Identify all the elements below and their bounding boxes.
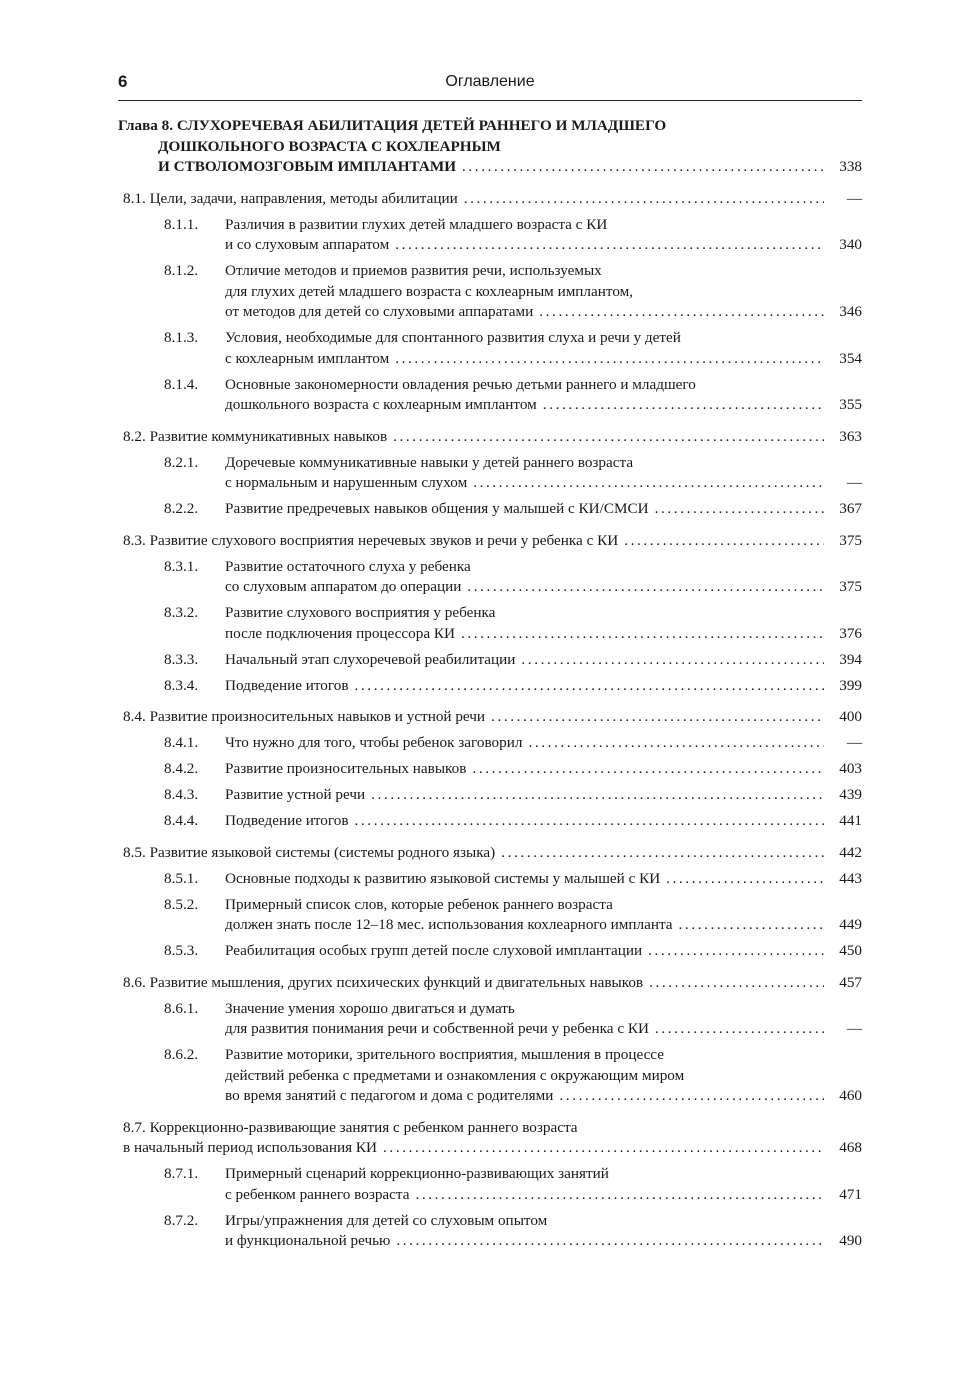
entry-title-line: Что нужно для того, чтобы ребенок заговорил xyxy=(225,734,523,751)
subsection-number: 8.3.4. xyxy=(164,676,199,694)
section-title-text: Развитие слухового восприятия неречевых звуков и речи у ребенка с КИ xyxy=(149,531,619,549)
entry-title-line: от методов для детей со слуховыми аппаратами xyxy=(225,303,534,320)
entry-title-line: Подведение итогов xyxy=(225,812,349,829)
entry-leader-row xyxy=(225,395,862,416)
page-ref[interactable]: — xyxy=(846,474,862,491)
toc-subsection[interactable] xyxy=(118,261,862,323)
page-ref[interactable]: 457 xyxy=(839,973,862,991)
entry-title-line: Развитие слухового восприятия у ребенка xyxy=(225,604,496,621)
toc-section[interactable] xyxy=(118,427,862,448)
page-ref[interactable]: — xyxy=(846,1020,862,1037)
toc-subsection[interactable] xyxy=(118,215,862,256)
subsection-number: 8.4.4. xyxy=(164,812,199,829)
page-number: 6 xyxy=(118,72,128,91)
entry-leader-row xyxy=(225,785,862,806)
dot-leader xyxy=(415,1185,824,1206)
subsection-number: 8.5.3. xyxy=(164,942,199,959)
page-ref[interactable]: 399 xyxy=(839,676,862,694)
entry-title-line xyxy=(123,427,387,448)
section-number: 8.5. xyxy=(123,843,146,861)
dot-leader xyxy=(472,759,824,780)
page-ref[interactable]: 439 xyxy=(839,786,862,803)
page-ref[interactable]: 354 xyxy=(839,349,862,367)
page-ref[interactable]: 367 xyxy=(839,500,862,517)
dot-leader xyxy=(655,1019,824,1040)
dot-leader xyxy=(543,395,824,416)
dot-leader xyxy=(559,1086,824,1107)
entry-leader-row xyxy=(225,473,862,494)
page-ref[interactable]: 363 xyxy=(839,427,862,445)
entry-title-line: действий ребенка с предметами и ознакомления с окружающим миром xyxy=(225,1066,685,1084)
chapter-title-line: ДОШКОЛЬНОГО ВОЗРАСТА С КОХЛЕАРНЫМ xyxy=(158,137,501,155)
entry-leader-row xyxy=(225,499,862,520)
entry-title-line: Реабилитация особых групп детей после слуховой имплантации xyxy=(225,942,643,959)
entry-leader-row xyxy=(225,302,862,323)
entry-leader-row xyxy=(225,650,862,671)
subsection-number: 8.4.2. xyxy=(164,760,199,777)
chapter-heading[interactable] xyxy=(118,116,862,178)
toc-section[interactable] xyxy=(118,973,862,994)
toc-section[interactable] xyxy=(118,707,862,728)
dot-leader xyxy=(649,973,824,994)
dot-leader xyxy=(528,733,824,754)
entry-leader-row xyxy=(123,531,862,552)
page-ref[interactable]: 460 xyxy=(839,1087,862,1104)
section-number: 8.7. xyxy=(123,1118,146,1136)
entry-leader-row xyxy=(225,811,862,832)
page-header xyxy=(118,68,862,101)
page-ref[interactable]: 443 xyxy=(839,869,862,887)
entry-title-line: Развитие устной речи xyxy=(225,786,366,803)
page-ref[interactable]: — xyxy=(846,734,862,751)
toc-subsection[interactable] xyxy=(118,941,862,962)
entry-title-line: Доречевые коммуникативные навыки у детей раннего возраста xyxy=(225,453,634,471)
subsection-number: 8.7.2. xyxy=(164,1211,199,1229)
entry-leader-row xyxy=(225,235,862,256)
page-ref[interactable]: 375 xyxy=(839,578,862,595)
page-ref[interactable]: 450 xyxy=(839,942,862,959)
page-ref[interactable]: 376 xyxy=(839,624,862,642)
entry-title-line: Примерный список слов, которые ребенок раннего возраста xyxy=(225,895,613,913)
dot-leader xyxy=(355,676,824,697)
toc-subsection[interactable] xyxy=(118,869,862,890)
subsection-number: 8.2.2. xyxy=(164,500,199,517)
entry-title-line: со слуховым аппаратом до операции xyxy=(225,578,462,595)
entry-leader-row xyxy=(123,707,862,728)
subsection-number: 8.6.2. xyxy=(164,1046,199,1063)
chapter-label: Глава 8. xyxy=(118,117,174,134)
entry-title-line xyxy=(123,973,643,994)
toc-subsection[interactable] xyxy=(118,676,862,697)
entry-title-line: с нормальным и нарушенным слухом xyxy=(225,474,468,491)
entry-title-line: во время занятий с педагогом и дома с родителями xyxy=(225,1087,554,1104)
entry-title-line: и со слуховым аппаратом xyxy=(225,236,390,253)
subsection-number: 8.3.1. xyxy=(164,557,199,575)
toc-section[interactable] xyxy=(118,1118,862,1159)
dot-leader xyxy=(371,785,824,806)
entry-leader-row xyxy=(123,189,862,210)
page-ref[interactable]: 338 xyxy=(839,158,862,175)
entry-title-line: Различия в развитии глухих детей младшего возраста с КИ xyxy=(225,215,608,233)
toc-section[interactable] xyxy=(118,843,862,864)
toc-subsection[interactable] xyxy=(118,1045,862,1107)
section-title-text: Коррекционно-развивающие занятия с ребенком раннего возраста xyxy=(149,1118,578,1136)
section-title-text: Развитие произносительных навыков и устной речи xyxy=(149,708,486,725)
entry-leader-row xyxy=(225,577,862,598)
entry-title-line: Развитие произносительных навыков xyxy=(225,760,467,777)
entry-leader-row xyxy=(123,973,862,994)
dot-leader xyxy=(539,302,824,323)
toc-subsection[interactable] xyxy=(118,453,862,494)
subsection-number: 8.4.3. xyxy=(164,786,199,803)
section-number: 8.6. xyxy=(123,973,146,991)
toc-section[interactable] xyxy=(118,531,862,552)
entry-title-line: Условия, необходимые для спонтанного развития слуха и речи у детей xyxy=(225,329,681,346)
subsection-number: 8.7.1. xyxy=(164,1165,199,1182)
section-title-text: Развитие коммуникативных навыков xyxy=(149,427,388,445)
page-ref[interactable]: 449 xyxy=(839,916,862,933)
toc-subsection[interactable] xyxy=(118,499,862,520)
dot-leader xyxy=(666,869,824,890)
page-ref[interactable]: 394 xyxy=(839,650,862,668)
subsection-number: 8.2.1. xyxy=(164,453,199,471)
section-title-text: Цели, задачи, направления, методы абилитации xyxy=(149,189,458,207)
page-ref[interactable]: 471 xyxy=(839,1185,862,1203)
section-number: 8.4. xyxy=(123,708,146,725)
entry-title-line: Значение умения хорошо двигаться и думать xyxy=(225,999,515,1017)
toc-subsection[interactable] xyxy=(118,603,862,644)
entry-title-line: Основные подходы к развитию языковой системы у малышей с КИ xyxy=(225,869,661,887)
entry-leader-row xyxy=(225,1019,862,1040)
dot-leader xyxy=(393,427,824,448)
entry-leader-row xyxy=(225,1185,862,1206)
dot-leader xyxy=(467,577,824,598)
entry-title-line xyxy=(123,1118,862,1139)
page-ref[interactable]: 403 xyxy=(839,760,862,777)
entry-title-line: с кохлеарным имплантом xyxy=(225,349,390,367)
page-ref[interactable]: 468 xyxy=(839,1139,862,1156)
dot-leader xyxy=(624,531,824,552)
entry-leader-row xyxy=(225,1231,862,1252)
page-ref[interactable]: — xyxy=(846,189,862,207)
entry-title-line: для глухих детей младшего возраста с кохлеарным имплантом, xyxy=(225,282,634,300)
toc-subsection[interactable] xyxy=(118,375,862,416)
subsection-number: 8.5.2. xyxy=(164,895,199,913)
entry-title-line xyxy=(123,843,495,864)
toc-subsection[interactable] xyxy=(118,759,862,780)
dot-leader xyxy=(473,473,824,494)
entry-title-line: Подведение итогов xyxy=(225,676,349,694)
entry-leader-row xyxy=(225,941,862,962)
running-title: Оглавление xyxy=(445,73,535,90)
entry-leader-row xyxy=(225,1086,862,1107)
entry-leader-row xyxy=(225,915,862,936)
entry-leader-row xyxy=(118,157,862,178)
dot-leader xyxy=(461,624,824,645)
toc-subsection[interactable] xyxy=(118,811,862,832)
page-ref[interactable]: 346 xyxy=(839,303,862,320)
toc-subsection[interactable] xyxy=(118,733,862,754)
dot-leader xyxy=(383,1138,824,1159)
section-number: 8.2. xyxy=(123,427,146,445)
section-number: 8.1. xyxy=(123,189,146,207)
subsection-number: 8.5.1. xyxy=(164,869,199,887)
toc-subsection[interactable] xyxy=(118,650,862,671)
dot-leader xyxy=(491,707,824,728)
entry-title-line: Игры/упражнения для детей со слуховым опытом xyxy=(225,1211,548,1229)
entry-leader-row xyxy=(225,349,862,370)
entry-title-line: Отличие методов и приемов развития речи, используемых xyxy=(225,262,602,279)
table-of-contents xyxy=(118,116,862,1252)
entry-title-line: Развитие остаточного слуха у ребенка xyxy=(225,557,471,575)
toc-subsection[interactable] xyxy=(118,557,862,598)
entry-leader-row xyxy=(225,869,862,890)
page-ref[interactable]: 375 xyxy=(839,531,862,549)
dot-leader xyxy=(396,1231,824,1252)
page-ref[interactable]: 355 xyxy=(839,396,862,413)
entry-title-line: для развития понимания речи и собственной речи у ребенка с КИ xyxy=(225,1020,649,1037)
entry-title-line: с ребенком раннего возраста xyxy=(225,1185,410,1203)
section-title-text: Развитие мышления, других психических функций и двигательных навыков xyxy=(149,973,644,991)
subsection-number: 8.1.4. xyxy=(164,375,199,393)
section-number: 8.3. xyxy=(123,531,146,549)
subsection-number: 8.6.1. xyxy=(164,999,199,1017)
dot-leader xyxy=(648,941,824,962)
entry-title-line: после подключения процессора КИ xyxy=(225,624,455,642)
entry-leader-row xyxy=(225,676,862,697)
entry-title-line xyxy=(123,531,618,552)
page-ref[interactable]: 340 xyxy=(839,236,862,253)
entry-leader-row xyxy=(123,427,862,448)
entry-title-line: дошкольного возраста с кохлеарным имплантом xyxy=(225,396,537,413)
entry-title-line xyxy=(123,707,485,728)
chapter-title-line: И СТВОЛОМОЗГОВЫМ ИМПЛАНТАМИ xyxy=(158,158,457,175)
subsection-number: 8.4.1. xyxy=(164,734,199,751)
toc-subsection[interactable] xyxy=(118,328,862,369)
entry-title-line: Основные закономерности овладения речью детьми раннего и младшего xyxy=(225,375,696,393)
toc-subsection[interactable] xyxy=(118,1211,862,1252)
toc-subsection[interactable] xyxy=(118,999,862,1040)
subsection-number: 8.3.2. xyxy=(164,604,199,621)
dot-leader xyxy=(462,157,824,178)
entry-leader-row xyxy=(225,759,862,780)
entry-title-line: в начальный период использования КИ xyxy=(123,1139,378,1156)
dot-leader xyxy=(679,915,824,936)
page-ref[interactable]: 400 xyxy=(839,708,862,725)
dot-leader xyxy=(395,235,824,256)
dot-leader xyxy=(395,349,824,370)
dot-leader xyxy=(501,843,824,864)
entry-title-line: и функциональной речью xyxy=(225,1232,391,1249)
toc-subsection[interactable] xyxy=(118,895,862,936)
subsection-number: 8.1.3. xyxy=(164,329,199,346)
toc-section[interactable] xyxy=(118,189,862,210)
page-ref[interactable]: 441 xyxy=(839,812,862,829)
dot-leader xyxy=(521,650,824,671)
dot-leader xyxy=(355,811,824,832)
entry-title-line: Примерный сценарий коррекционно-развивающих занятий xyxy=(225,1165,609,1182)
chapter-title-text: СЛУХОРЕЧЕВАЯ АБИЛИТАЦИЯ ДЕТЕЙ РАННЕГО И МЛАДШЕГО xyxy=(176,117,667,134)
entry-title-line: Развитие моторики, зрительного восприятия, мышления в процессе xyxy=(225,1046,664,1063)
entry-title-line: Развитие предречевых навыков общения у малышей с КИ/СМСИ xyxy=(225,500,649,517)
toc-subsection[interactable] xyxy=(118,785,862,806)
entry-title-line: должен знать после 12–18 мес. использования кохлеарного импланта xyxy=(225,916,673,933)
subsection-number: 8.1.1. xyxy=(164,215,199,233)
page-ref[interactable]: 490 xyxy=(839,1232,862,1249)
chapter-title-line xyxy=(118,116,862,137)
entry-leader-row xyxy=(123,843,862,864)
entry-leader-row xyxy=(123,1138,862,1159)
subsection-number: 8.3.3. xyxy=(164,650,199,668)
dot-leader xyxy=(464,189,824,210)
toc-subsection[interactable] xyxy=(118,1164,862,1205)
section-title-text: Развитие языковой системы (системы родного языка) xyxy=(149,843,496,861)
dot-leader xyxy=(655,499,824,520)
entry-title-line xyxy=(123,189,458,210)
entry-leader-row xyxy=(225,733,862,754)
entry-title-line: Начальный этап слухоречевой реабилитации xyxy=(225,650,516,668)
entry-leader-row xyxy=(225,624,862,645)
page-ref[interactable]: 442 xyxy=(839,843,862,861)
subsection-number: 8.1.2. xyxy=(164,262,199,279)
